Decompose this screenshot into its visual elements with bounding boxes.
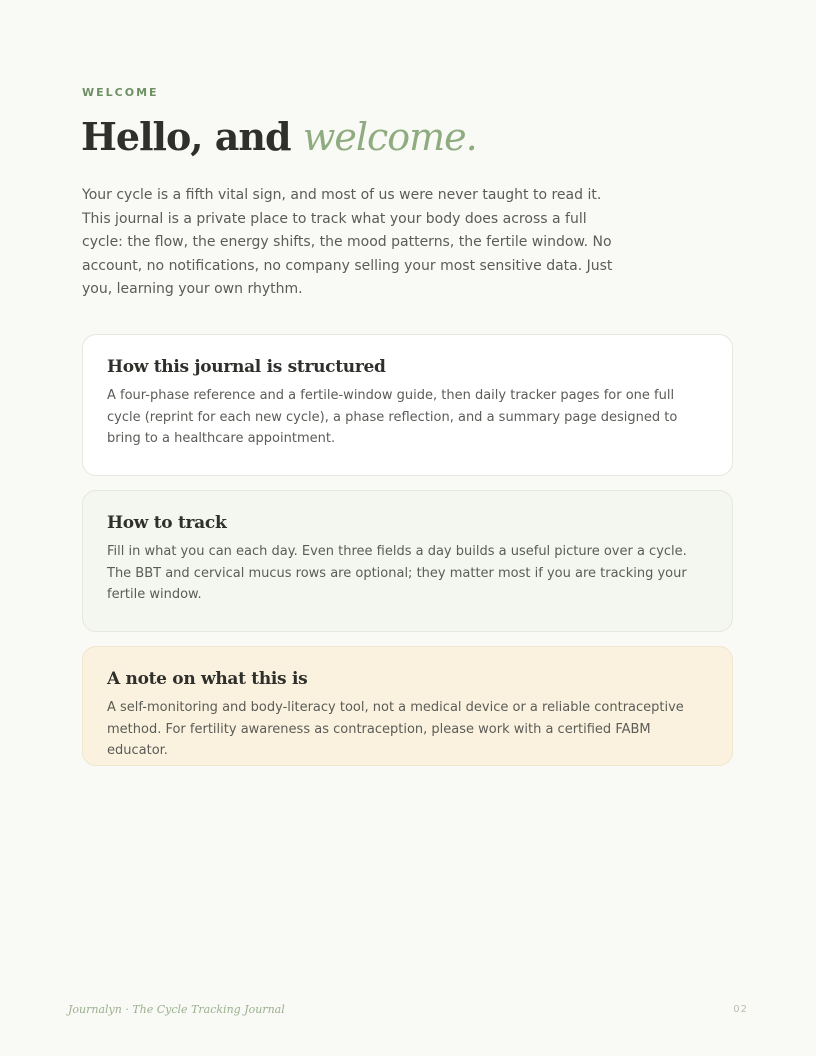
card-heading: How to track: [107, 513, 227, 533]
card-body: A self-monitoring and body-literacy tool, not a medical device or a reliable contraceptive method. For fertility awareness as contraception, please work with a certified FABM educator.: [107, 700, 684, 758]
card-heading: How this journal is structured: [107, 357, 386, 377]
card-journal-structure: [82, 334, 733, 476]
footer-journal-title: Journalyn · The Cycle Tracking Journal: [68, 1003, 285, 1016]
card-body: Fill in what you can each day. Even three fields a day builds a useful picture over a cycle. The BBT and cervical mucus rows are optional; they matter most if you are tracking your fertile window.: [107, 544, 687, 602]
title-accent: welcome.: [302, 115, 477, 159]
intro-paragraph: Your cycle is a fifth vital sign, and most of us were never taught to read it. This journal is a private place to track what your body does across a full cycle: the flow, the energy shifts, the mood patterns, the fertile window. No account, no notifications, no company selling your most sensitive data. Just you, learning your own rhythm.: [82, 187, 613, 297]
title-lead: Hello, and: [81, 114, 303, 159]
footer-page-number: 02: [733, 1004, 748, 1015]
card-body: A four-phase reference and a fertile-window guide, then daily tracker pages for one full cycle (reprint for each new cycle), a phase reflection, and a summary page designed to bring to a healthcare appointment.: [107, 388, 678, 446]
section-eyebrow: WELCOME: [82, 86, 159, 99]
card-disclaimer-note: [82, 646, 733, 766]
card-heading: A note on what this is: [107, 669, 308, 689]
page-title: [81, 114, 477, 159]
card-how-to-track: [82, 490, 733, 632]
